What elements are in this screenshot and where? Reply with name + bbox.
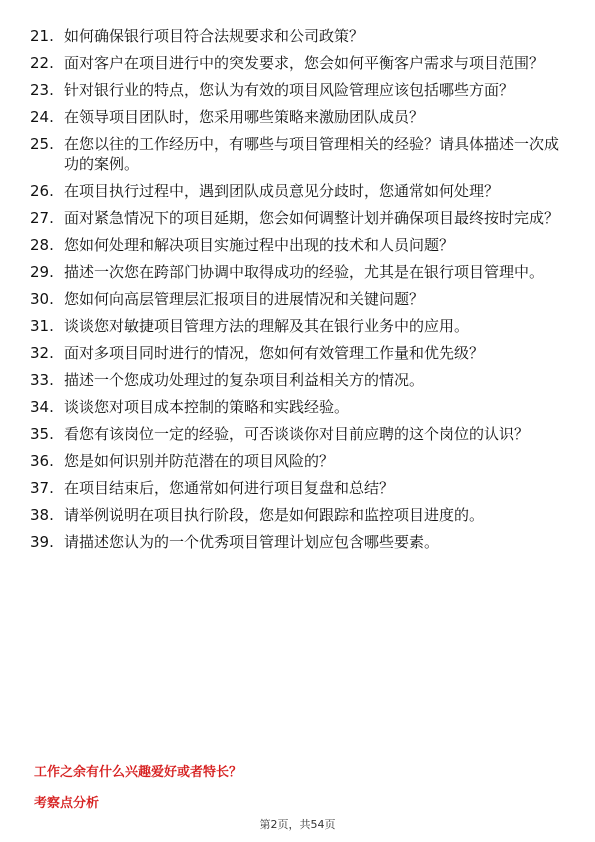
question-list — [30, 26, 560, 559]
question-text: 描述一个您成功处理过的复杂项目利益相关方的情况。 — [64, 371, 425, 389]
question-number: 29. — [30, 263, 54, 281]
question-text: 面对客户在项目进行中的突发要求，您会如何平衡客户需求与项目范围？ — [64, 54, 545, 72]
list-item — [30, 478, 560, 498]
question-text: 请描述您认为的一个优秀项目管理计划应包含哪些要素。 — [64, 533, 440, 551]
list-item — [30, 181, 560, 201]
question-text: 在项目结束后，您通常如何进行项目复盘和总结？ — [64, 479, 395, 497]
question-text: 谈谈您对敏捷项目管理方法的理解及其在银行业务中的应用。 — [64, 317, 470, 335]
list-item — [30, 134, 560, 174]
analysis-subheading: 考察点分析 — [34, 796, 100, 811]
question-number: 23. — [30, 81, 54, 99]
question-number: 33. — [30, 371, 54, 389]
question-number: 21. — [30, 27, 54, 45]
list-item — [30, 316, 560, 336]
list-item — [30, 370, 560, 390]
question-text: 针对银行业的特点，您认为有效的项目风险管理应该包括哪些方面？ — [64, 81, 515, 99]
question-number: 22. — [30, 54, 54, 72]
question-number: 35. — [30, 425, 54, 443]
question-text: 您如何处理和解决项目实施过程中出现的技术和人员问题？ — [64, 236, 455, 254]
question-number: 34. — [30, 398, 54, 416]
list-item — [30, 532, 560, 552]
list-item — [30, 107, 560, 127]
question-text: 在您以往的工作经历中，有哪些与项目管理相关的经验？请具体描述一次成功的案例。 — [64, 135, 560, 173]
question-text: 谈谈您对项目成本控制的策略和实践经验。 — [64, 398, 350, 416]
question-number: 25. — [30, 135, 54, 153]
question-text: 您如何向高层管理层汇报项目的进展情况和关键问题？ — [64, 290, 425, 308]
list-item — [30, 53, 560, 73]
question-text: 面对紧急情况下的项目延期，您会如何调整计划并确保项目最终按时完成？ — [64, 209, 560, 227]
question-number: 38. — [30, 506, 54, 524]
list-item — [30, 26, 560, 46]
page-footer: 第2页，共54页 — [259, 818, 336, 831]
list-item — [30, 80, 560, 100]
list-item — [30, 397, 560, 417]
question-number: 26. — [30, 182, 54, 200]
list-item — [30, 289, 560, 309]
list-item — [30, 505, 560, 525]
list-item — [30, 451, 560, 471]
question-number: 30. — [30, 290, 54, 308]
question-number: 27. — [30, 209, 54, 227]
list-item — [30, 262, 560, 282]
question-text: 在项目执行过程中，遇到团队成员意见分歧时，您通常如何处理？ — [64, 182, 500, 200]
question-text: 看您有该岗位一定的经验，可否谈谈你对目前应聘的这个岗位的认识？ — [64, 425, 530, 443]
list-item — [30, 208, 560, 228]
question-number: 31. — [30, 317, 54, 335]
list-item — [30, 343, 560, 363]
question-text: 您是如何识别并防范潜在的项目风险的？ — [64, 452, 335, 470]
question-number: 24. — [30, 108, 54, 126]
question-number: 37. — [30, 479, 54, 497]
section-heading: 工作之余有什么兴趣爱好或者特长？ — [34, 765, 243, 780]
question-text: 在领导项目团队时，您采用哪些策略来激励团队成员？ — [64, 108, 425, 126]
question-text: 面对多项目同时进行的情况，您如何有效管理工作量和优先级？ — [64, 344, 485, 362]
question-number: 39. — [30, 533, 54, 551]
question-number: 32. — [30, 344, 54, 362]
question-number: 36. — [30, 452, 54, 470]
question-number: 28. — [30, 236, 54, 254]
question-text: 请举例说明在项目执行阶段，您是如何跟踪和监控项目进度的。 — [64, 506, 485, 524]
list-item — [30, 235, 560, 255]
question-text: 如何确保银行项目符合法规要求和公司政策？ — [64, 27, 365, 45]
question-text: 描述一次您在跨部门协调中取得成功的经验，尤其是在银行项目管理中。 — [64, 263, 545, 281]
list-item — [30, 424, 560, 444]
